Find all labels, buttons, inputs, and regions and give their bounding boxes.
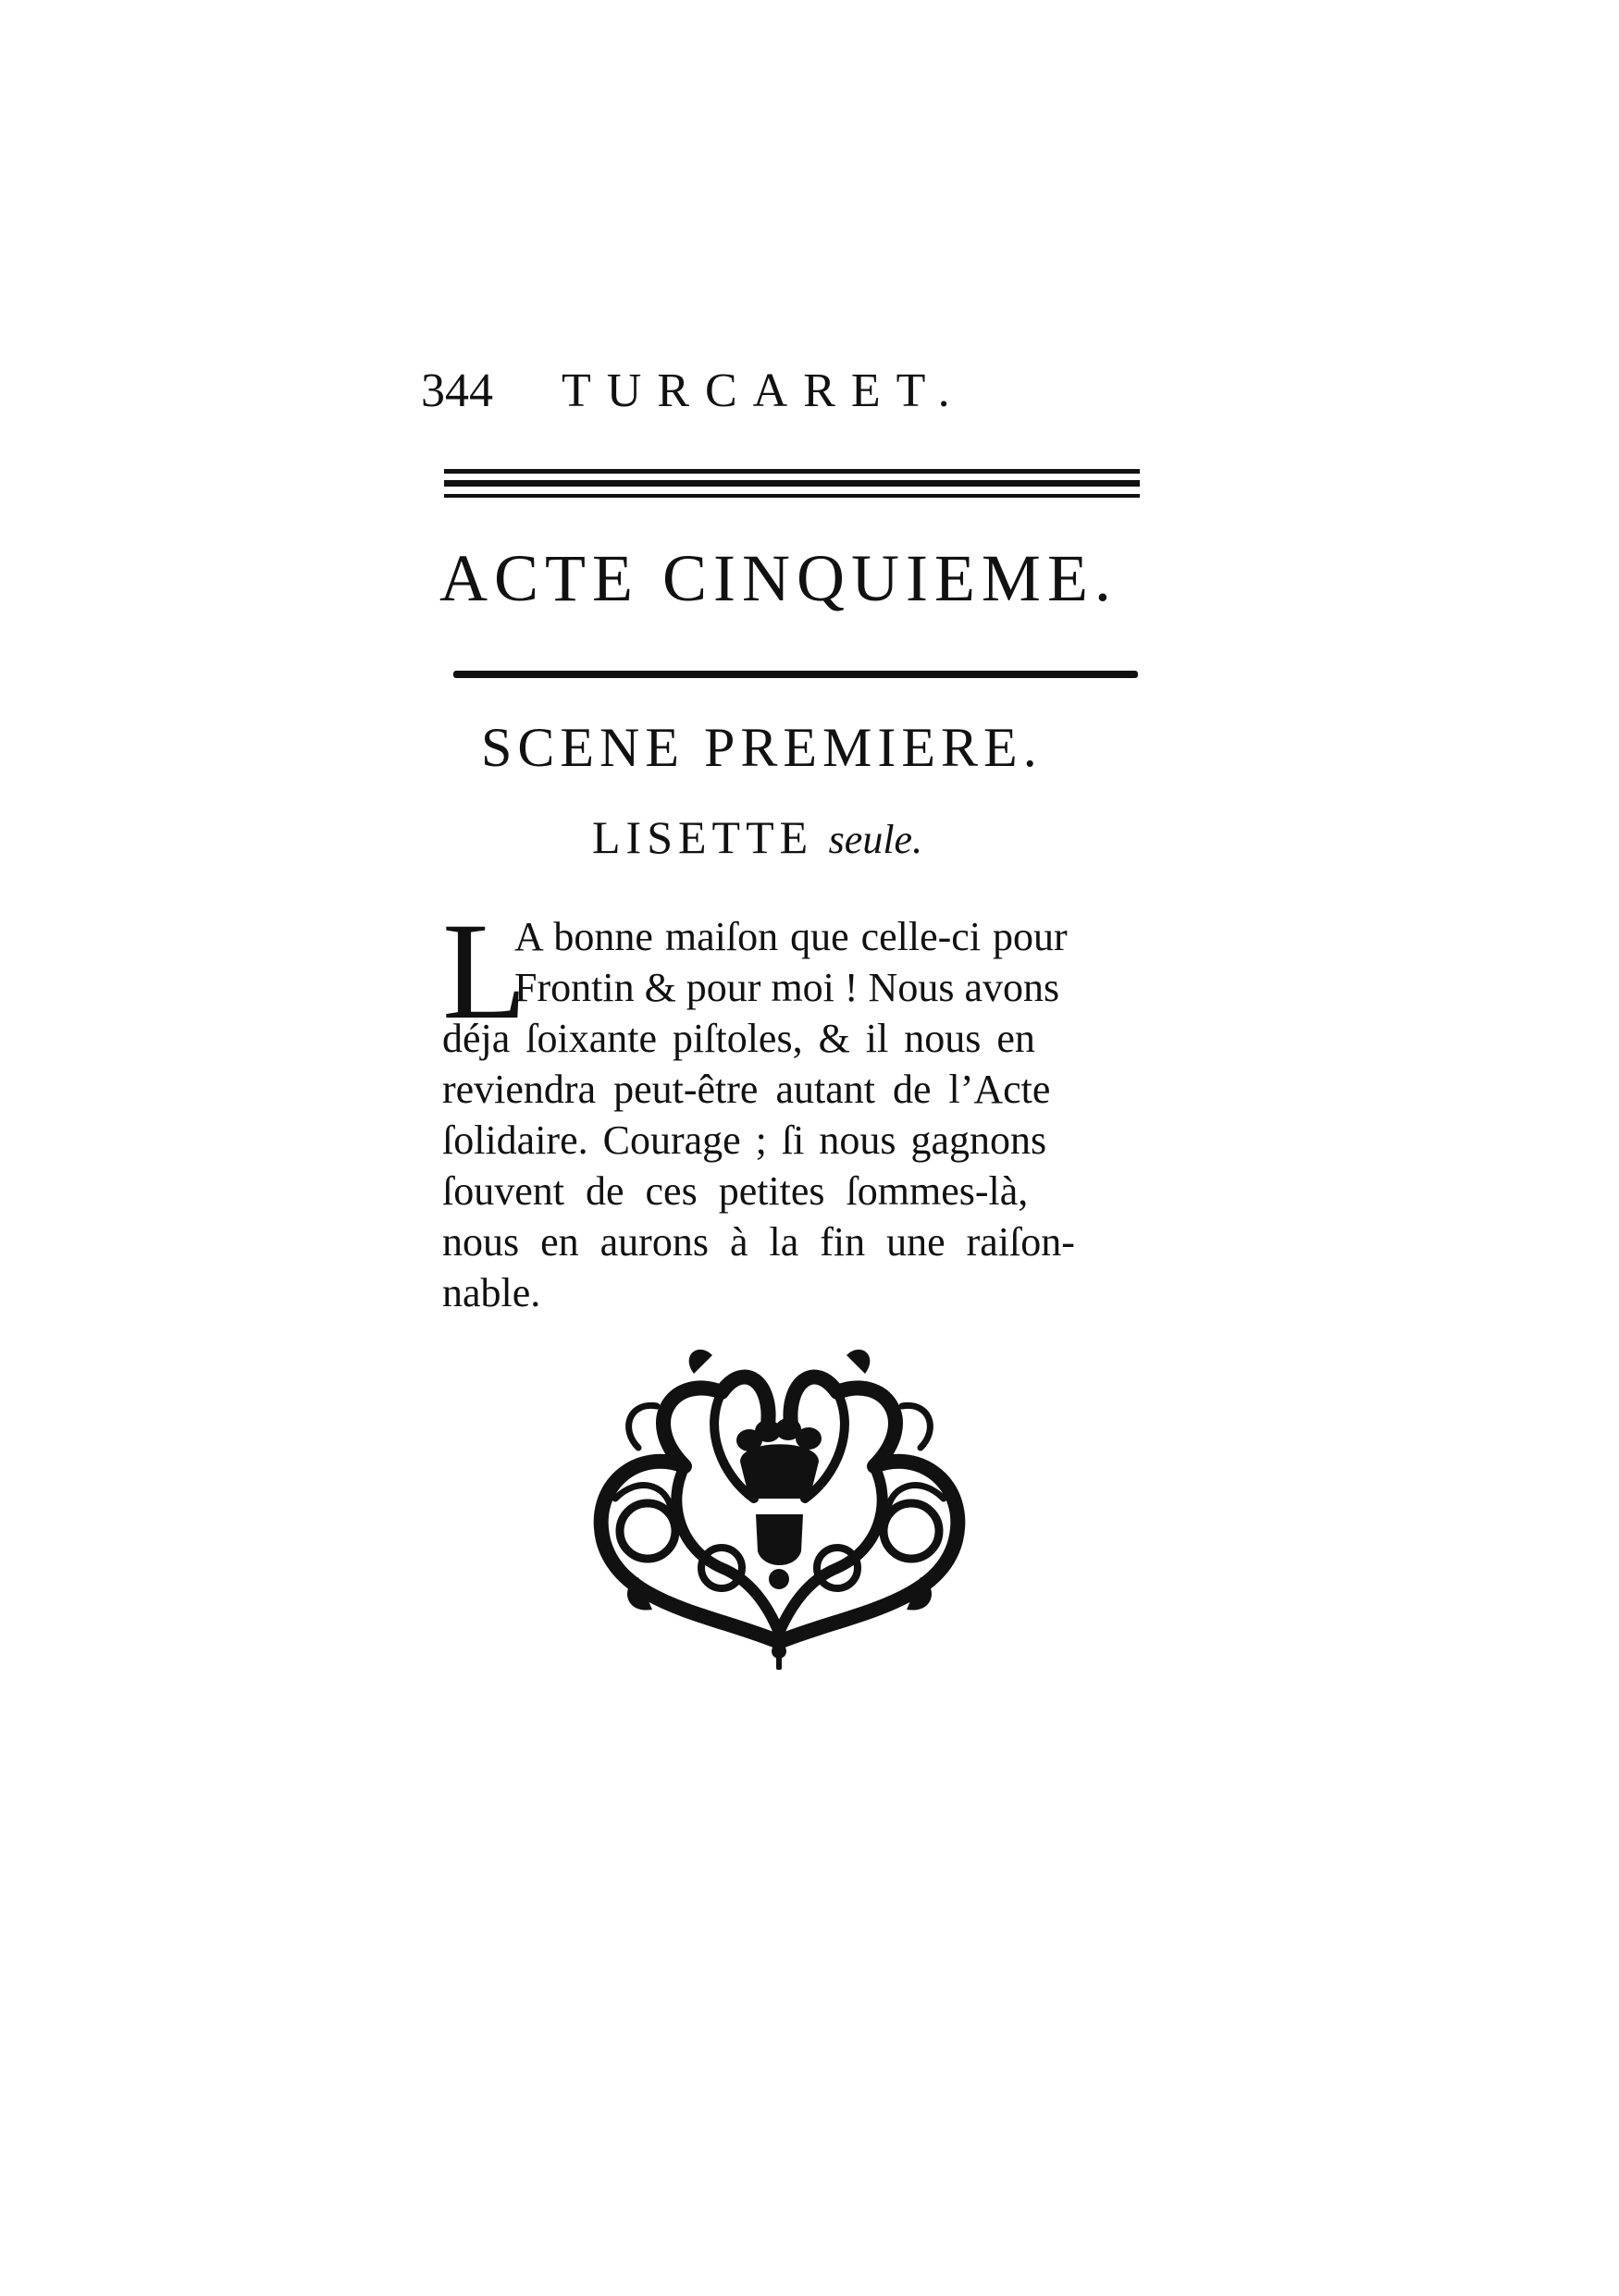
act-title: ACTE CINQUIEME. — [439, 541, 1118, 615]
speech-line: Frontin & pour moi ! Nous avons — [514, 965, 1060, 1010]
running-title: TURCARET. — [562, 364, 966, 417]
scene-title: SCENE PREMIERE. — [481, 717, 1043, 778]
running-head — [421, 359, 1161, 424]
character-heading — [592, 808, 1055, 870]
rule-divider — [453, 671, 1138, 678]
speech-line: nous en aurons à la fin une raiſon- — [442, 1219, 1075, 1265]
triple-rule-divider — [444, 469, 1140, 504]
speech-line: ſouvent de ces petites ſommes-là, — [442, 1168, 1029, 1214]
speech-line: ſolidaire. Courage ; ſi nous gagnons — [442, 1117, 1047, 1163]
stage-direction: seule. — [828, 817, 923, 862]
speech-line: déja ſoixante piſtoles, & il nous en — [442, 1016, 1035, 1061]
character-name: LISETTE — [592, 811, 814, 863]
speech-line: reviendra peut-être autant de l’Acte — [442, 1067, 1051, 1112]
floral-ornament-icon — [583, 1337, 976, 1670]
speech-line: A bonne maiſon que celle-ci pour — [514, 914, 1068, 959]
speech-line: nable. — [442, 1270, 541, 1315]
drop-cap: L — [442, 895, 527, 1048]
page-number: 344 — [421, 364, 493, 417]
